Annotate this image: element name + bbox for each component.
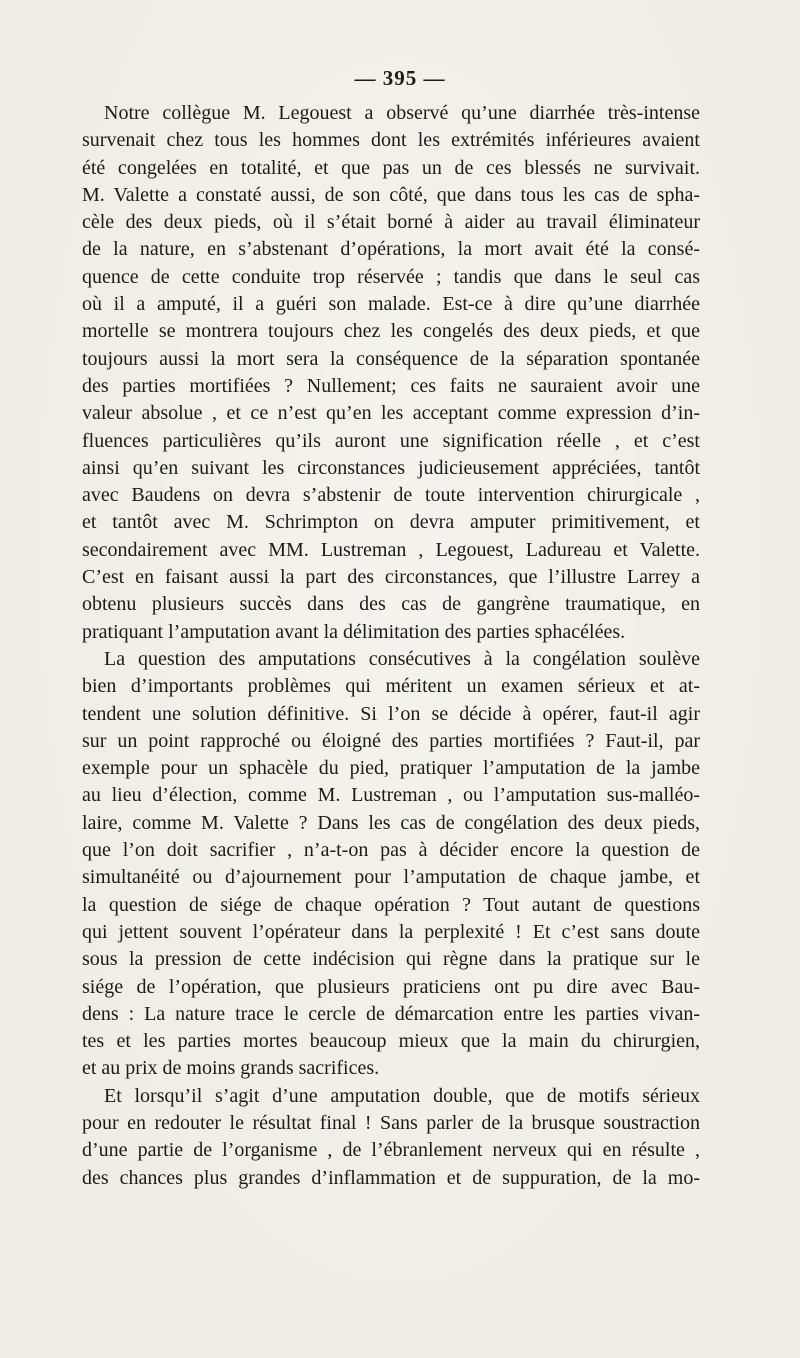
text-line: Et lorsqu’il s’agit d’une amputation double, que de motifs sérieux: [104, 1084, 700, 1107]
text-line: M. Valette a constaté aussi, de son côté, que dans tous les cas de spha-: [82, 183, 700, 206]
text-line: Notre collègue M. Legouest a observé qu’une diarrhée très-intense: [104, 102, 700, 124]
text-line: où il a amputé, il a guéri son malade. Est-ce à dire qu’une diarrhée: [82, 293, 700, 316]
text-line: laire, comme M. Valette ? Dans les cas de congélation des deux pieds,: [82, 811, 700, 834]
text-line: secondairement avec MM. Lustreman , Legouest, Ladureau et Valette.: [82, 538, 700, 561]
text-line: bien d’importants problèmes qui méritent un examen sérieux et at-: [82, 675, 700, 698]
text-line: valeur absolue , et ce n’est qu’en les acceptant comme expression d’in-: [82, 402, 700, 425]
text-line: sur un point rapproché ou éloigné des parties mortifiées ? Faut-il, par: [82, 729, 700, 752]
text-line: fluences particulières qu’ils auront une signification réelle , et c’est: [82, 429, 700, 452]
text-line: sous la pression de cette indécision qui règne dans la pratique sur le: [82, 948, 700, 971]
text-line: survenait chez tous les hommes dont les extrémités inférieures avaient: [82, 129, 700, 152]
text-line: pour en redouter le résultat final ! Sans parler de la brusque soustraction: [82, 1111, 700, 1134]
text-line: tendent une solution définitive. Si l’on se décide à opérer, faut-il agir: [82, 702, 700, 725]
text-line: que l’on doit sacrifier , n’a-t-on pas à décider encore la question de: [82, 839, 700, 862]
text-line: des parties mortifiées ? Nullement; ces faits ne sauraient avoir une: [82, 374, 700, 397]
text-line: la question de siége de chaque opération ? Tout autant de questions: [82, 893, 700, 916]
text-line: des chances plus grandes d’inflammation et de suppuration, de la mo-: [82, 1166, 700, 1189]
text-line: siége de l’opération, que plusieurs praticiens ont pu dire avec Bau-: [82, 975, 700, 998]
text-line: dens : La nature trace le cercle de démarcation entre les parties vivan-: [82, 1002, 700, 1025]
text-line: C’est en faisant aussi la part des circonstances, que l’illustre Larrey a: [82, 566, 700, 589]
text-line: cèle des deux pieds, où il s’était borné à aider au travail éliminateur: [82, 211, 700, 234]
text-line: exemple pour un sphacèle du pied, pratiquer l’amputation de la jambe: [82, 757, 700, 780]
text-line: avec Baudens on devra s’abstenir de toute intervention chirurgicale ,: [82, 484, 700, 507]
text-line: La question des amputations consécutives à la congélation soulève: [104, 647, 700, 670]
text-line: qui jettent souvent l’opérateur dans la perplexité ! Et c’est sans doute: [82, 920, 700, 943]
text-line: ainsi qu’en suivant les circonstances judicieusement appréciées, tantôt: [82, 456, 700, 479]
paragraph: [82, 100, 700, 646]
body-text: [82, 100, 700, 1192]
text-line: quence de cette conduite trop réservée ; tandis que dans le seul cas: [82, 265, 700, 288]
text-line: mortelle se montrera toujours chez les congelés des deux pieds, et que: [82, 320, 700, 343]
text-line: tes et les parties mortes beaucoup mieux que la main du chirurgien,: [82, 1030, 700, 1053]
text-line: simultanéité ou d’ajournement pour l’amputation de chaque jambe, et: [82, 866, 700, 889]
paragraph: [82, 1083, 700, 1192]
text-line: obtenu plusieurs succès dans des cas de gangrène traumatique, en: [82, 593, 700, 616]
text-line: été congelées en totalité, et que pas un de ces blessés ne survivait.: [82, 156, 700, 179]
text-line: toujours aussi la mort sera la conséquence de la séparation spontanée: [82, 347, 700, 370]
text-line: de la nature, en s’abstenant d’opérations, la mort avait été la consé-: [82, 238, 700, 261]
page-number: — 395 —: [354, 66, 446, 90]
text-line: au lieu d’élection, comme M. Lustreman , ou l’amputation sus-malléo-: [82, 784, 700, 807]
paragraph: [82, 646, 700, 1083]
text-line: et au prix de moins grands sacrifices.: [82, 1057, 380, 1080]
text-line: et tantôt avec M. Schrimpton on devra amputer primitivement, et: [82, 511, 700, 534]
text-line: d’une partie de l’organisme , de l’ébranlement nerveux qui en résulte ,: [82, 1139, 700, 1162]
text-line: pratiquant l’amputation avant la délimitation des parties sphacélées.: [82, 620, 626, 643]
